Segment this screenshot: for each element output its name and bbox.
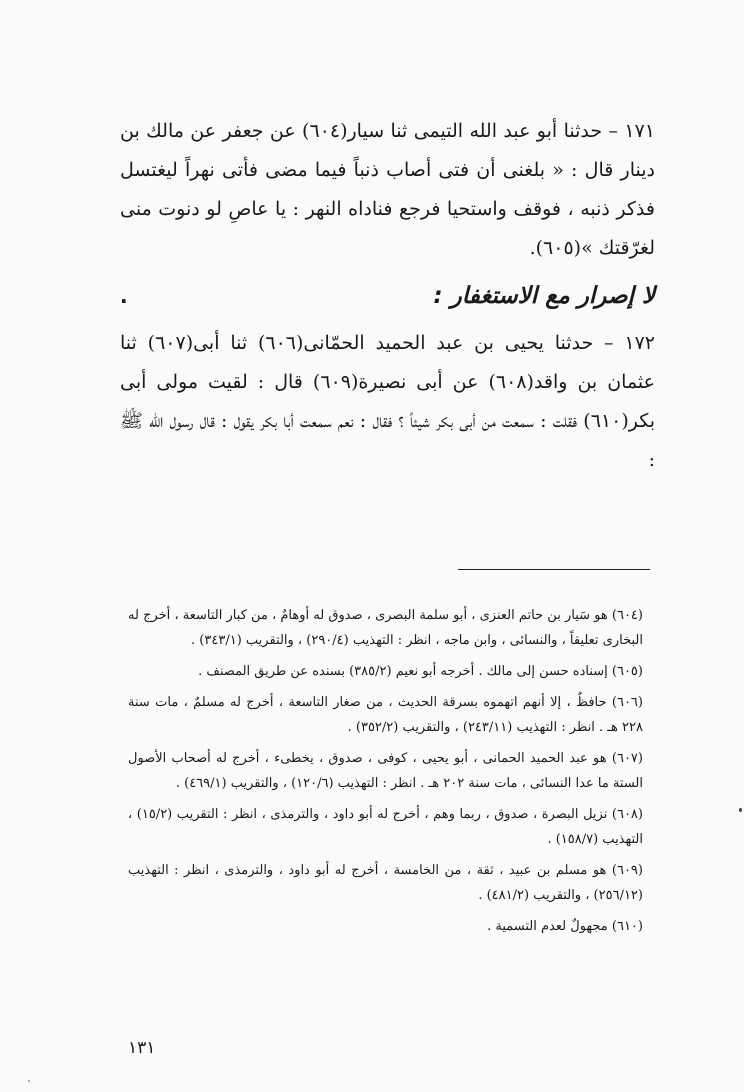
footnote-608: (٦٠٨) نزيل البصرة ، صدوق ، ربما وهم ، أخرج له أبو داود ، والترمذى ، انظر : التقريب (١٥/٢) ، التهذيب (١٥٨/٧) . <box>128 807 643 847</box>
section-heading-text: لا إصرار مع الاستغفار : <box>433 283 655 309</box>
footnotes-block <box>128 603 643 945</box>
hadith-171: ١٧١ – حدثنا أبو عبد الله التيمى ثنا سيار(٦٠٤) عن جعفر عن مالك بن دينار قال : « بلغنى أن فتى أصاب ذنباً فيما مضى فأتى نهراً ليغتسل فذكر ذنبه ، فوقف واستحيا فرجع فناداه النهر : يا عاصِ لو دنوت منى لغرّقتك »(٦٠٥). <box>120 120 655 259</box>
hadith-172: ١٧٢ – حدثنا يحيى بن عبد الحميد الحمّانى(٦٠٦) ثنا أبى(٦٠٧) ثنا عثمان بن واقد(٦٠٨) عن أبى نصيرة(٦٠٩) قال : لقيت مولى أبى بكر(٦١٠) فقلت : سمعت من أبى بكر شيئاً ؟ فقال : نعم سمعت أبا بكر يقول : قال رسول الله ﷺ : <box>120 332 656 471</box>
main-text-block <box>120 112 655 480</box>
footnote-604: (٦٠٤) هو سَيار بن حاتم العنزى ، أبو سلمة البصرى ، صدوق له أوهامٌ ، من كبار التاسعة ، أخرج له البخارى تعليقاً ، والنسائى ، وابن ماجه ، انظر : التهذيب (٢٩٠/٤) ، والتقريب (٣٤٣/١) . <box>128 608 643 648</box>
footnote-606: (٦٠٦) حافظٌ ، إلا أنهم اتهموه بسرقة الحديث ، من صغار التاسعة ، أخرج له مسلمٌ ، مات سنة ٢٢٨ هـ . انظر : التهذيب (٢٤٣/١١) ، والتقريب (٣٥٢/٢) . <box>128 695 643 735</box>
footnote-609: (٦٠٩) هو مسلم بن عبيد ، ثقة ، من الخامسة ، أخرج له أبو داود ، والترمذى ، انظر : التهذيب (٢٥٦/١٢) ، والتقريب (٤٨١/٢) . <box>128 863 643 903</box>
footnote-separator <box>458 569 650 570</box>
scan-speck <box>28 1080 30 1082</box>
section-heading <box>120 278 655 314</box>
footnote-610: (٦١٠) مجهولٌ لعدم التسمية . <box>487 919 643 934</box>
heading-dot: . <box>120 284 128 308</box>
page-number: ١٣١ <box>128 1038 156 1058</box>
scan-speck <box>739 808 742 812</box>
footnote-605: (٦٠٥) إسناده حسن إلى مالك . أخرجه أبو نعيم (٣٨٥/٢) بسنده عن طريق المصنف . <box>198 664 643 679</box>
footnote-607: (٦٠٧) هو عبد الحميد الحمانى ، أبو يحيى ، كوفى ، صدوق ، يخطىء ، أخرج له أصحاب الأصول الستة ما عدا النسائى ، مات سنة ٢٠٢ هـ . انظر : التهذيب (١٢٠/٦) ، والتقريب (٤٦٩/١) . <box>128 751 643 791</box>
